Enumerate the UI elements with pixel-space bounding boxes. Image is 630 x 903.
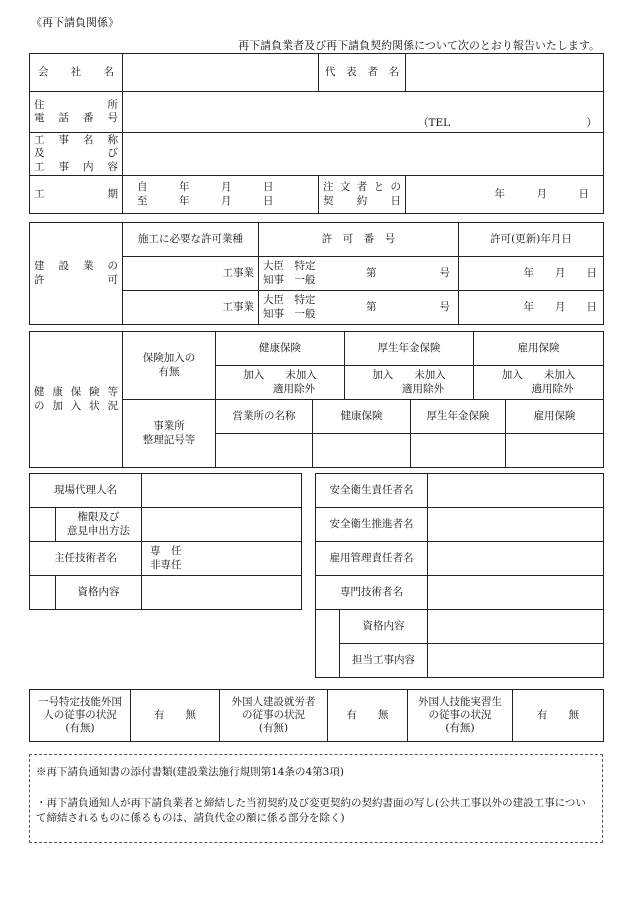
company-name-label: 会 社 名: [38, 65, 114, 78]
minister-option: 大臣 特定: [263, 260, 316, 273]
chief-engineer-label: 主任技術者名: [30, 542, 142, 576]
specified-skill-label: 一号特定技能外国: [38, 695, 122, 708]
technical-intern-label: 外国人技能実習生: [418, 695, 502, 708]
employment-manager-field[interactable]: [428, 542, 604, 576]
representative-field[interactable]: [406, 54, 604, 92]
order-date-field[interactable]: 年 月 日: [406, 176, 604, 214]
site-agent-label: 現場代理人名: [30, 474, 142, 508]
license-date-field[interactable]: 年 月 日: [459, 257, 604, 291]
license-date-field[interactable]: 年 月 日: [459, 291, 604, 325]
period-label: 工 期: [34, 187, 118, 200]
order-contract-label: 注文者との: [323, 181, 401, 194]
dedicated-option: 専 任: [150, 545, 182, 558]
employment-insurance-header-2: 雇用保険: [506, 400, 604, 434]
pension-header: 厚生年金保険: [345, 332, 474, 366]
tel-prefix: （TEL: [418, 116, 451, 129]
work-content-field-right[interactable]: [428, 644, 604, 678]
not-dedicated-option: 非専任: [150, 558, 182, 571]
specialist-qualification-label: 資格内容: [340, 610, 428, 644]
foreign-workers-table: 一号特定技能外国 人の従事の状況 (有無) 有 無 外国人建設就労者 の従事の状況 (有無) 有 無 外国人技能実習生 の従事の状況 (有無) 有 無: [29, 689, 604, 742]
safety-manager-field[interactable]: [428, 474, 604, 508]
phone-label: 電話番号: [34, 112, 118, 124]
minister-option: 大臣 特定: [263, 294, 316, 307]
office-name-header: 営業所の名称: [216, 400, 313, 434]
health-status-field[interactable]: 加入 未加入 適用除外: [216, 366, 345, 400]
intro-text: 再下請負業者及び再下請負契約関係について次のとおり報告いたします。: [238, 39, 600, 52]
health-insurance-header-2: 健康保険: [313, 400, 411, 434]
license-table: 建設業の 許 可 施工に必要な許可業種 許 可 番 号 許可(更新)年月日 工事業 大臣 特定 知事 一般 第 号 年 月 日 工事業 大臣 特定 知事 一般 第 号 年 月 日: [29, 222, 604, 325]
specialist-engineer-label: 専門技術者名: [316, 576, 428, 610]
period-field[interactable]: [123, 176, 319, 214]
license-number-header: 許 可 番 号: [259, 223, 459, 257]
license-type-header: 施工に必要な許可業種: [123, 223, 259, 257]
specialist-qualification-field[interactable]: [428, 610, 604, 644]
governor-option: 知事 一般: [263, 273, 316, 286]
governor-option: 知事 一般: [263, 307, 316, 320]
license-date-header: 許可(更新)年月日: [459, 223, 604, 257]
pension-code-field[interactable]: [411, 434, 506, 468]
period-from: 自 年 月 日: [137, 181, 274, 194]
chief-engineer-field[interactable]: [142, 542, 302, 576]
period-to: 至 年 月 日: [137, 194, 274, 207]
form-title: 《再下請負関係》: [31, 16, 119, 29]
license-number-field[interactable]: 大臣 特定 知事 一般 第 号: [259, 291, 459, 325]
office-code-label: 事業所: [153, 420, 185, 433]
authority-label: 権限及び: [77, 511, 120, 524]
employment-insurance-header: 雇用保険: [474, 332, 604, 366]
office-name-field[interactable]: [216, 434, 313, 468]
address-field[interactable]: [123, 92, 604, 133]
staff-right-table: [315, 473, 604, 678]
work-content-label: 担当工事内容: [340, 644, 428, 678]
specified-skill-field[interactable]: 有 無: [131, 690, 220, 742]
foreign-construction-label: 外国人建設就労者: [231, 695, 316, 708]
pension-header-2: 厚生年金保険: [411, 400, 506, 434]
qualification-label: 資格内容: [56, 576, 142, 610]
safety-promoter-field[interactable]: [428, 508, 604, 542]
specialist-engineer-field[interactable]: [428, 576, 604, 610]
pension-status-field[interactable]: 加入 未加入 適用除外: [345, 366, 474, 400]
license-type-field[interactable]: 工事業: [123, 257, 259, 291]
company-table: 会 社 名 代表者名 住 所 電話番号 （TEL ） 工事名称 及 び 工事内容 工 期 自 年 月 日 至 年 月 日 注文者との 契 約 日 年 月 日: [29, 53, 604, 214]
employment-status-field[interactable]: 加入 未加入 適用除外: [474, 366, 604, 400]
address-label: 住 所: [34, 98, 118, 111]
insurance-label: 健康保険等: [34, 386, 118, 399]
technical-intern-field[interactable]: 有 無: [513, 690, 604, 742]
work-name-label: 工事名称: [34, 134, 118, 147]
license-number-field[interactable]: 大臣 特定 知事 一般 第 号: [259, 257, 459, 291]
qualification-field[interactable]: [142, 576, 302, 610]
company-name-field[interactable]: [123, 54, 319, 92]
authority-field[interactable]: [142, 508, 302, 542]
notes-heading: ※再下請負通知書の添付書類(建設業法施行規則第14条の4第3項): [36, 766, 344, 778]
health-code-field[interactable]: [313, 434, 411, 468]
representative-label: 代表者名: [325, 65, 399, 78]
employment-manager-label: 雇用管理責任者名: [316, 542, 428, 576]
attachment-notes: [29, 754, 603, 843]
license-type-field[interactable]: 工事業: [123, 291, 259, 325]
site-agent-field[interactable]: [142, 474, 302, 508]
work-content-field[interactable]: [123, 133, 604, 176]
tel-suffix: ）: [586, 116, 597, 129]
license-label: 建設業の: [34, 260, 118, 273]
staff-left-table: 現場代理人名 権限及び 意見申出方法 主任技術者名 専 任 非専任 資格内容: [29, 473, 302, 610]
enroll-label: 保険加入の: [142, 352, 196, 365]
safety-promoter-label: 安全衛生推進者名: [316, 508, 428, 542]
employment-code-field[interactable]: [506, 434, 604, 468]
insurance-table: 健康保険等 の加入状況 保険加入の 有無 健康保険 厚生年金保険 雇用保険 加入 未加入 適用除外 加入 未加入 適用除外 加入 未加入 適用除外 事業所 整理記号等 営業所の名称 健康保険 厚生年金保険 雇用保険: [29, 331, 604, 468]
safety-manager-label: 安全衛生責任者名: [316, 474, 428, 508]
notes-body: ・再下請負通知人が再下請負業者と締結した当初契約及び変更契約の契約書面の写し(公共工事以外の建設工事について締結されるものに係るものは、請負代金の額に係る部分を除く): [36, 797, 586, 825]
health-insurance-header: 健康保険: [216, 332, 345, 366]
foreign-construction-field[interactable]: 有 無: [328, 690, 408, 742]
